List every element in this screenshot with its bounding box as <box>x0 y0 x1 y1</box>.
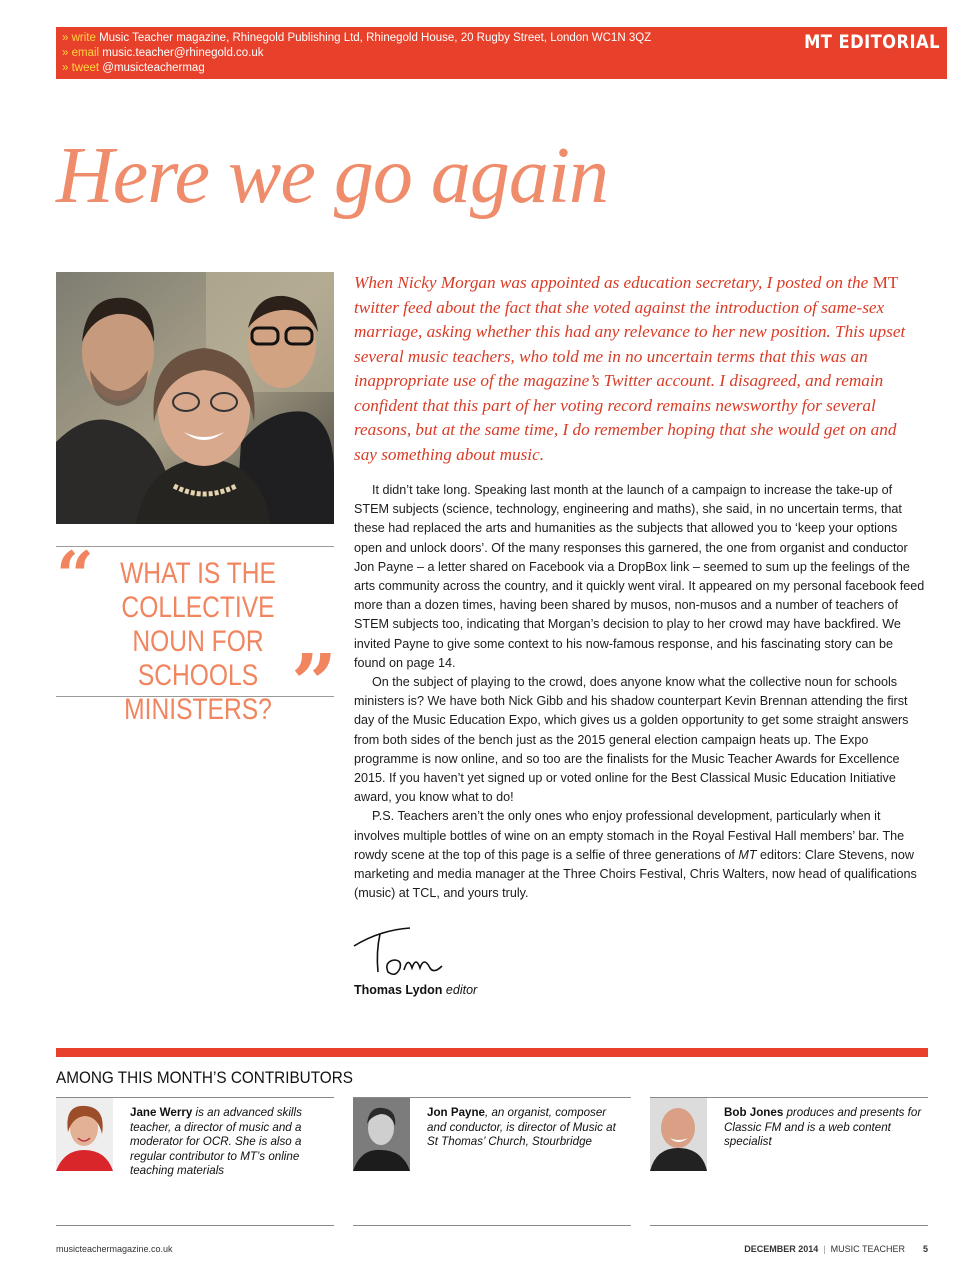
footer-issue: DECEMBER 2014 | MUSIC TEACHER 5 <box>744 1244 928 1254</box>
editorial-intro: When Nicky Morgan was appointed as education secretary, I posted on the MT twitter feed about the fact that she voted against the introduction of same-sex marriage, asking whether this had any relevance to her new position. This upset several music teachers, who told me in no uncertain terms that this was an inappropriate use of the magazine’s Twitter account. I disagreed, and remain confident that this part of her voting record remains newsworthy for several reasons, but at the same time, I do remember hoping that she would get on and say something about music. <box>354 273 906 464</box>
contact-tweet[interactable]: » tweet @musicteachermag <box>62 62 205 74</box>
contributor-card <box>650 1097 928 1226</box>
close-quote-mark: ” <box>290 636 337 730</box>
open-quote-mark: “ <box>56 537 94 615</box>
contributor-description: Jane Werry is an advanced skills teacher, a director of music and a moderator for OCR. She is also a regular contributor to MT’s online teaching materials <box>130 1106 302 1178</box>
contributor-photo <box>56 1098 113 1171</box>
editor-byline: Thomas Lydon editor <box>354 983 478 997</box>
contributor-description: Jon Payne, an organist, composer and conductor, is director of Music at St Thomas’ Church, Stourbridge <box>427 1106 616 1149</box>
section-label: MT EDITORIAL <box>804 31 940 53</box>
contributors-heading: AMONG THIS MONTH’S CONTRIBUTORS <box>56 1068 353 1087</box>
editorial-body <box>354 481 928 903</box>
contact-email[interactable]: » email music.teacher@rhinegold.co.uk <box>62 47 264 59</box>
contributor-photo <box>650 1098 707 1171</box>
contact-write: » write Music Teacher magazine, Rhinegold Publishing Ltd, Rhinegold House, 20 Rugby Street, London WC1N 3QZ <box>62 32 652 44</box>
contact-list <box>62 31 651 76</box>
contributor-photo <box>353 1098 410 1171</box>
page-number: 5 <box>922 1244 928 1254</box>
pull-quote <box>56 537 337 730</box>
editors-selfie-photo <box>56 272 334 524</box>
divider-red <box>56 1048 928 1057</box>
contributor-description: Bob Jones produces and presents for Classic FM and is a web content specialist <box>724 1106 922 1149</box>
body-paragraph-2: On the subject of playing to the crowd, does anyone know what the collective noun for schools ministers is? We have both Nick Gibb and his shadow counterpart Kevin Brennan attending the first day of the Music Education Expo, which gives us a golden opportunity to get some straight answers from both sides of the bench just as the 2015 general election campaign heats up. The Expo programme is now online, and so too are the finalists for the Music Teacher Awards for Excellence 2015. If you haven’t yet signed up or voted online for the Best Classical Music Education Initiative award, you know what to do! <box>354 675 909 805</box>
page-title: Here we go again <box>56 132 609 220</box>
pull-quote-text: WHAT IS THE COLLECTIVE NOUN FOR SCHOOLS MINISTERS? <box>120 557 276 726</box>
footer-url[interactable]: musicteachermagazine.co.uk <box>56 1244 173 1254</box>
contributor-card <box>353 1097 631 1226</box>
body-paragraph-1: It didn’t take long. Speaking last month at the launch of a campaign to increase the take-up of STEM subjects (science, technology, engineering and maths), she said, in no uncertain terms, that these had replaced the arts and humanities as the subjects that allowed you to ‘keep your options open and unlock doors’. Of the many responses this garnered, the one from organist and conductor Jon Payne – a letter shared on Facebook via a DropBox link – seemed to sum up the feelings of the arts community across the country, and it quickly went viral. It appeared on my personal facebook feed more than a dozen times, having been shared by musos, non-musos and a number of teachers of STEM subjects too, indicating that Morgan’s decision to play to her crowd may have backfired. We invited Payne to give some context to his now-famous response, and his fascinating story can be found on page 14. <box>354 483 925 670</box>
contributor-card <box>56 1097 334 1226</box>
editor-signature <box>350 922 470 982</box>
masthead-bar <box>56 27 947 79</box>
body-paragraph-3: P.S. Teachers aren’t the only ones who enjoy professional development, particularly when it involves multiple bottles of wine on an empty stomach in the Royal Festival Hall members’ bar. The rowdy scene at the top of this page is a selfie of three generations of MT editors: Clare Stevens, now marketing and media manager at the Three Choirs Festival, Chris Walters, now head of qualifications (music) at TCL, and yours truly. <box>354 809 917 901</box>
mt-abbrev: MT <box>872 273 899 292</box>
